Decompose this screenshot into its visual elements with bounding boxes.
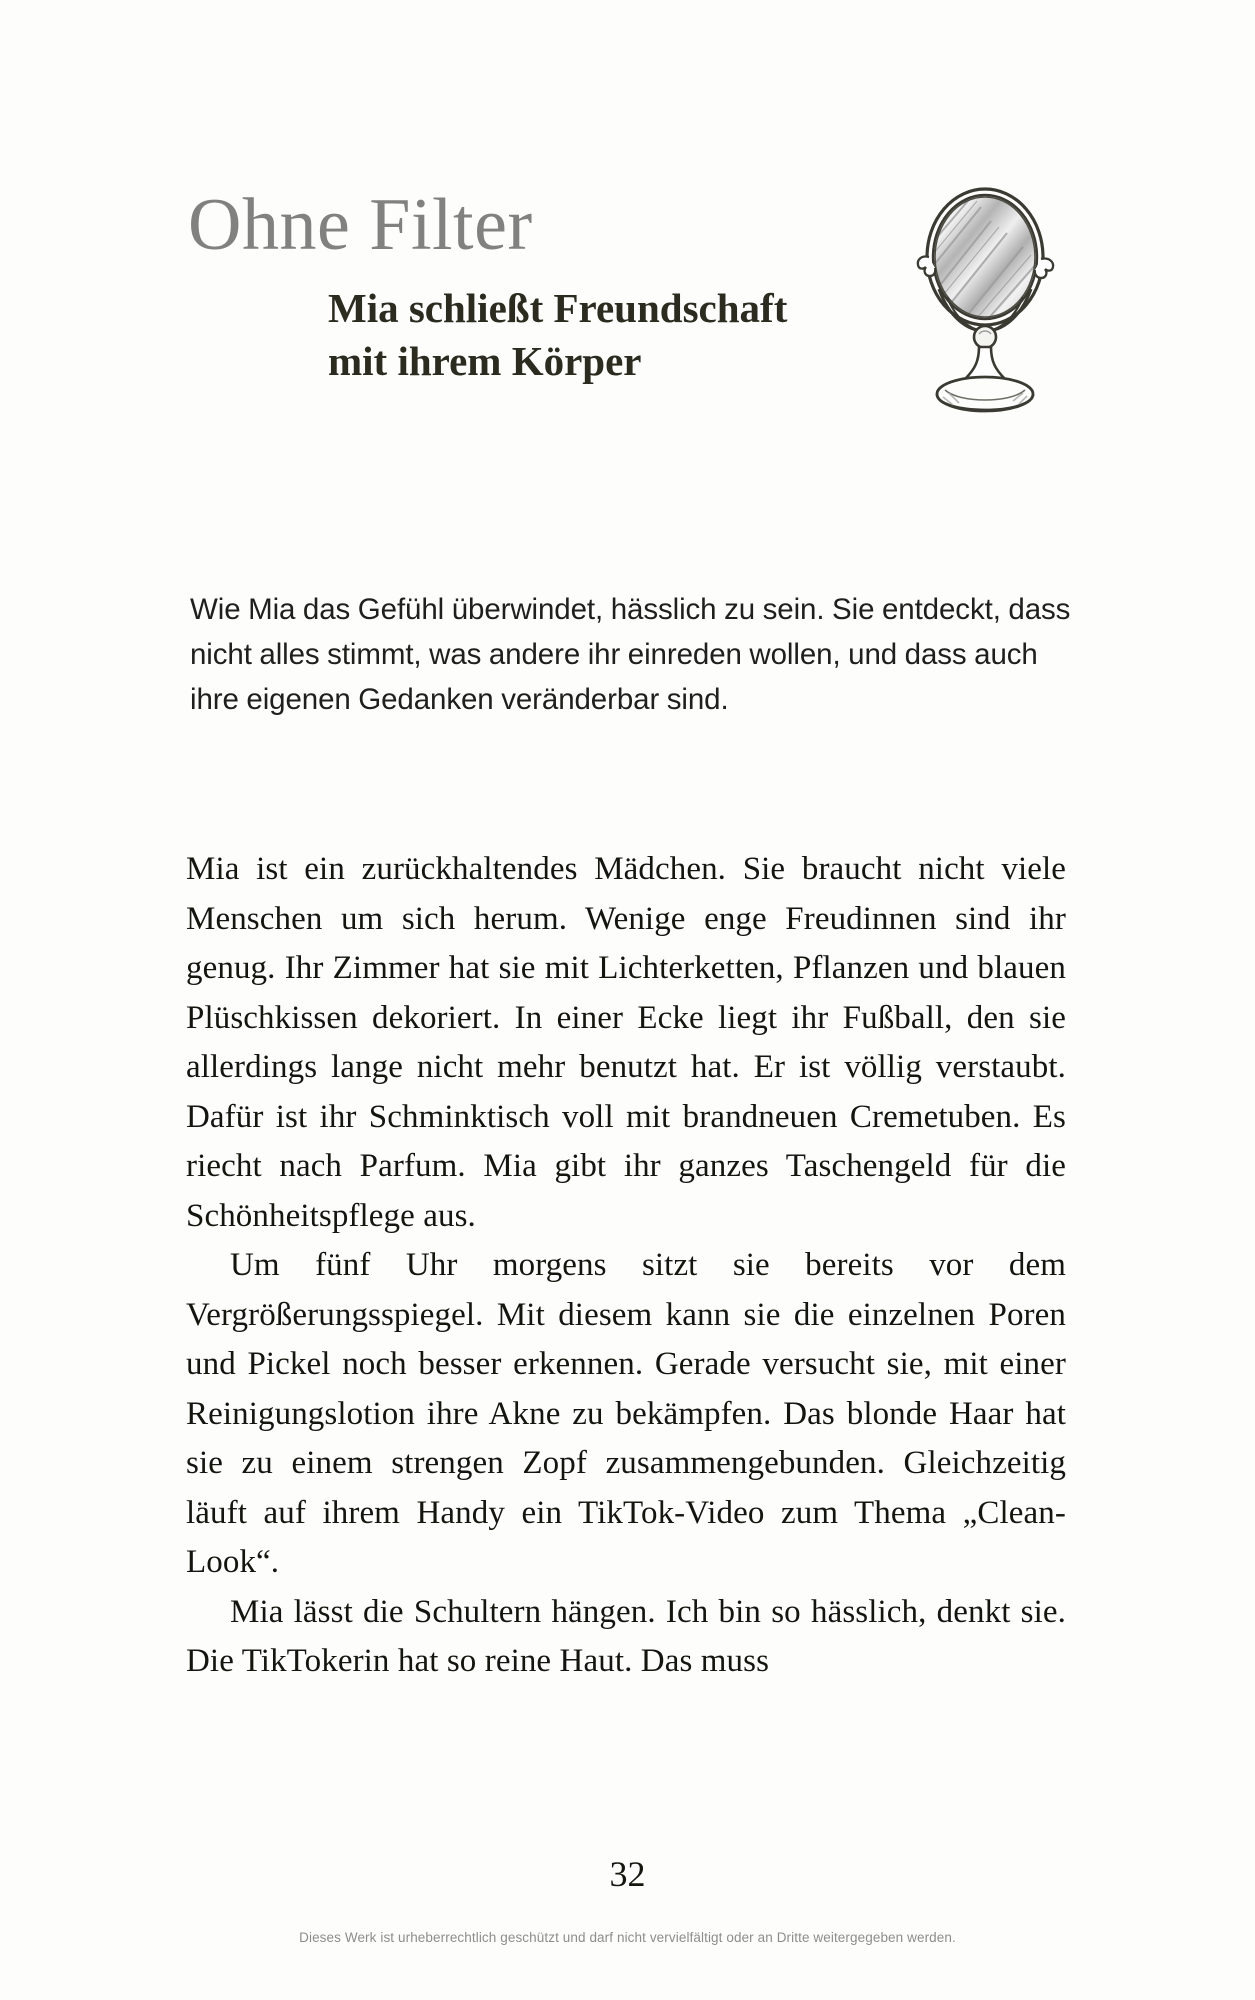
body-paragraph-2: Um fünf Uhr morgens sitzt sie bereits vor dem Vergrößerungsspiegel. Mit diesem kann sie die einzelnen Poren und Pickel noch besser erkennen. Gerade versucht sie, mit einer Reinigungslotion ihre Akne zu bekämpfen. Das blonde Haar hat sie zu einem strengen Zopf zusammengebunden. Gleichzeitig läuft auf ihrem Handy ein TikTok-Video zum Thema „Clean-Look“.: [186, 1247, 1066, 1580]
body-text: [186, 845, 1066, 1687]
chapter-header: [188, 184, 1068, 387]
page-number: 32: [609, 1854, 646, 1894]
intro-paragraph: Wie Mia das Gefühl überwindet, hässlich zu sein. Sie entdeckt, dass nicht alles stimmt, was andere ihr einreden wollen, und dass auch ihre eigenen Gedanken veränderbar sind.: [190, 593, 1071, 716]
copyright-notice: Dieses Werk ist urheberrechtlich geschützt und darf nicht vervielfältigt oder an Dritte weitergegeben werden.: [299, 1930, 956, 1945]
chapter-subtitle-line-1: Mia schließt Freundschaft: [328, 285, 788, 332]
chapter-subtitle: [328, 282, 948, 387]
body-paragraph-1: Mia ist ein zurückhaltendes Mädchen. Sie braucht nicht viele Menschen um sich herum. Wenige enge Freudinnen sind ihr genug. Ihr Zimmer hat sie mit Lichterketten, Pflanzen und blauen Plüschkissen dekoriert. In einer Ecke liegt ihr Fußball, den sie allerdings lange nicht mehr benutzt hat. Er ist völlig verstaubt. Dafür ist ihr Schminktisch voll mit brandneuen Cremetuben. Es riecht nach Parfum. Mia gibt ihr ganzes Taschengeld für die Schönheitspflege aus.: [186, 851, 1066, 1234]
body-paragraph-3: Mia lässt die Schultern hängen. Ich bin so hässlich, denkt sie. Die TikTokerin hat so reine Haut. Das muss: [186, 1593, 1066, 1679]
chapter-subtitle-line-2: mit ihrem Körper: [328, 337, 642, 384]
intro-summary: [190, 588, 1075, 722]
page-title: Ohne Filter: [188, 184, 533, 266]
